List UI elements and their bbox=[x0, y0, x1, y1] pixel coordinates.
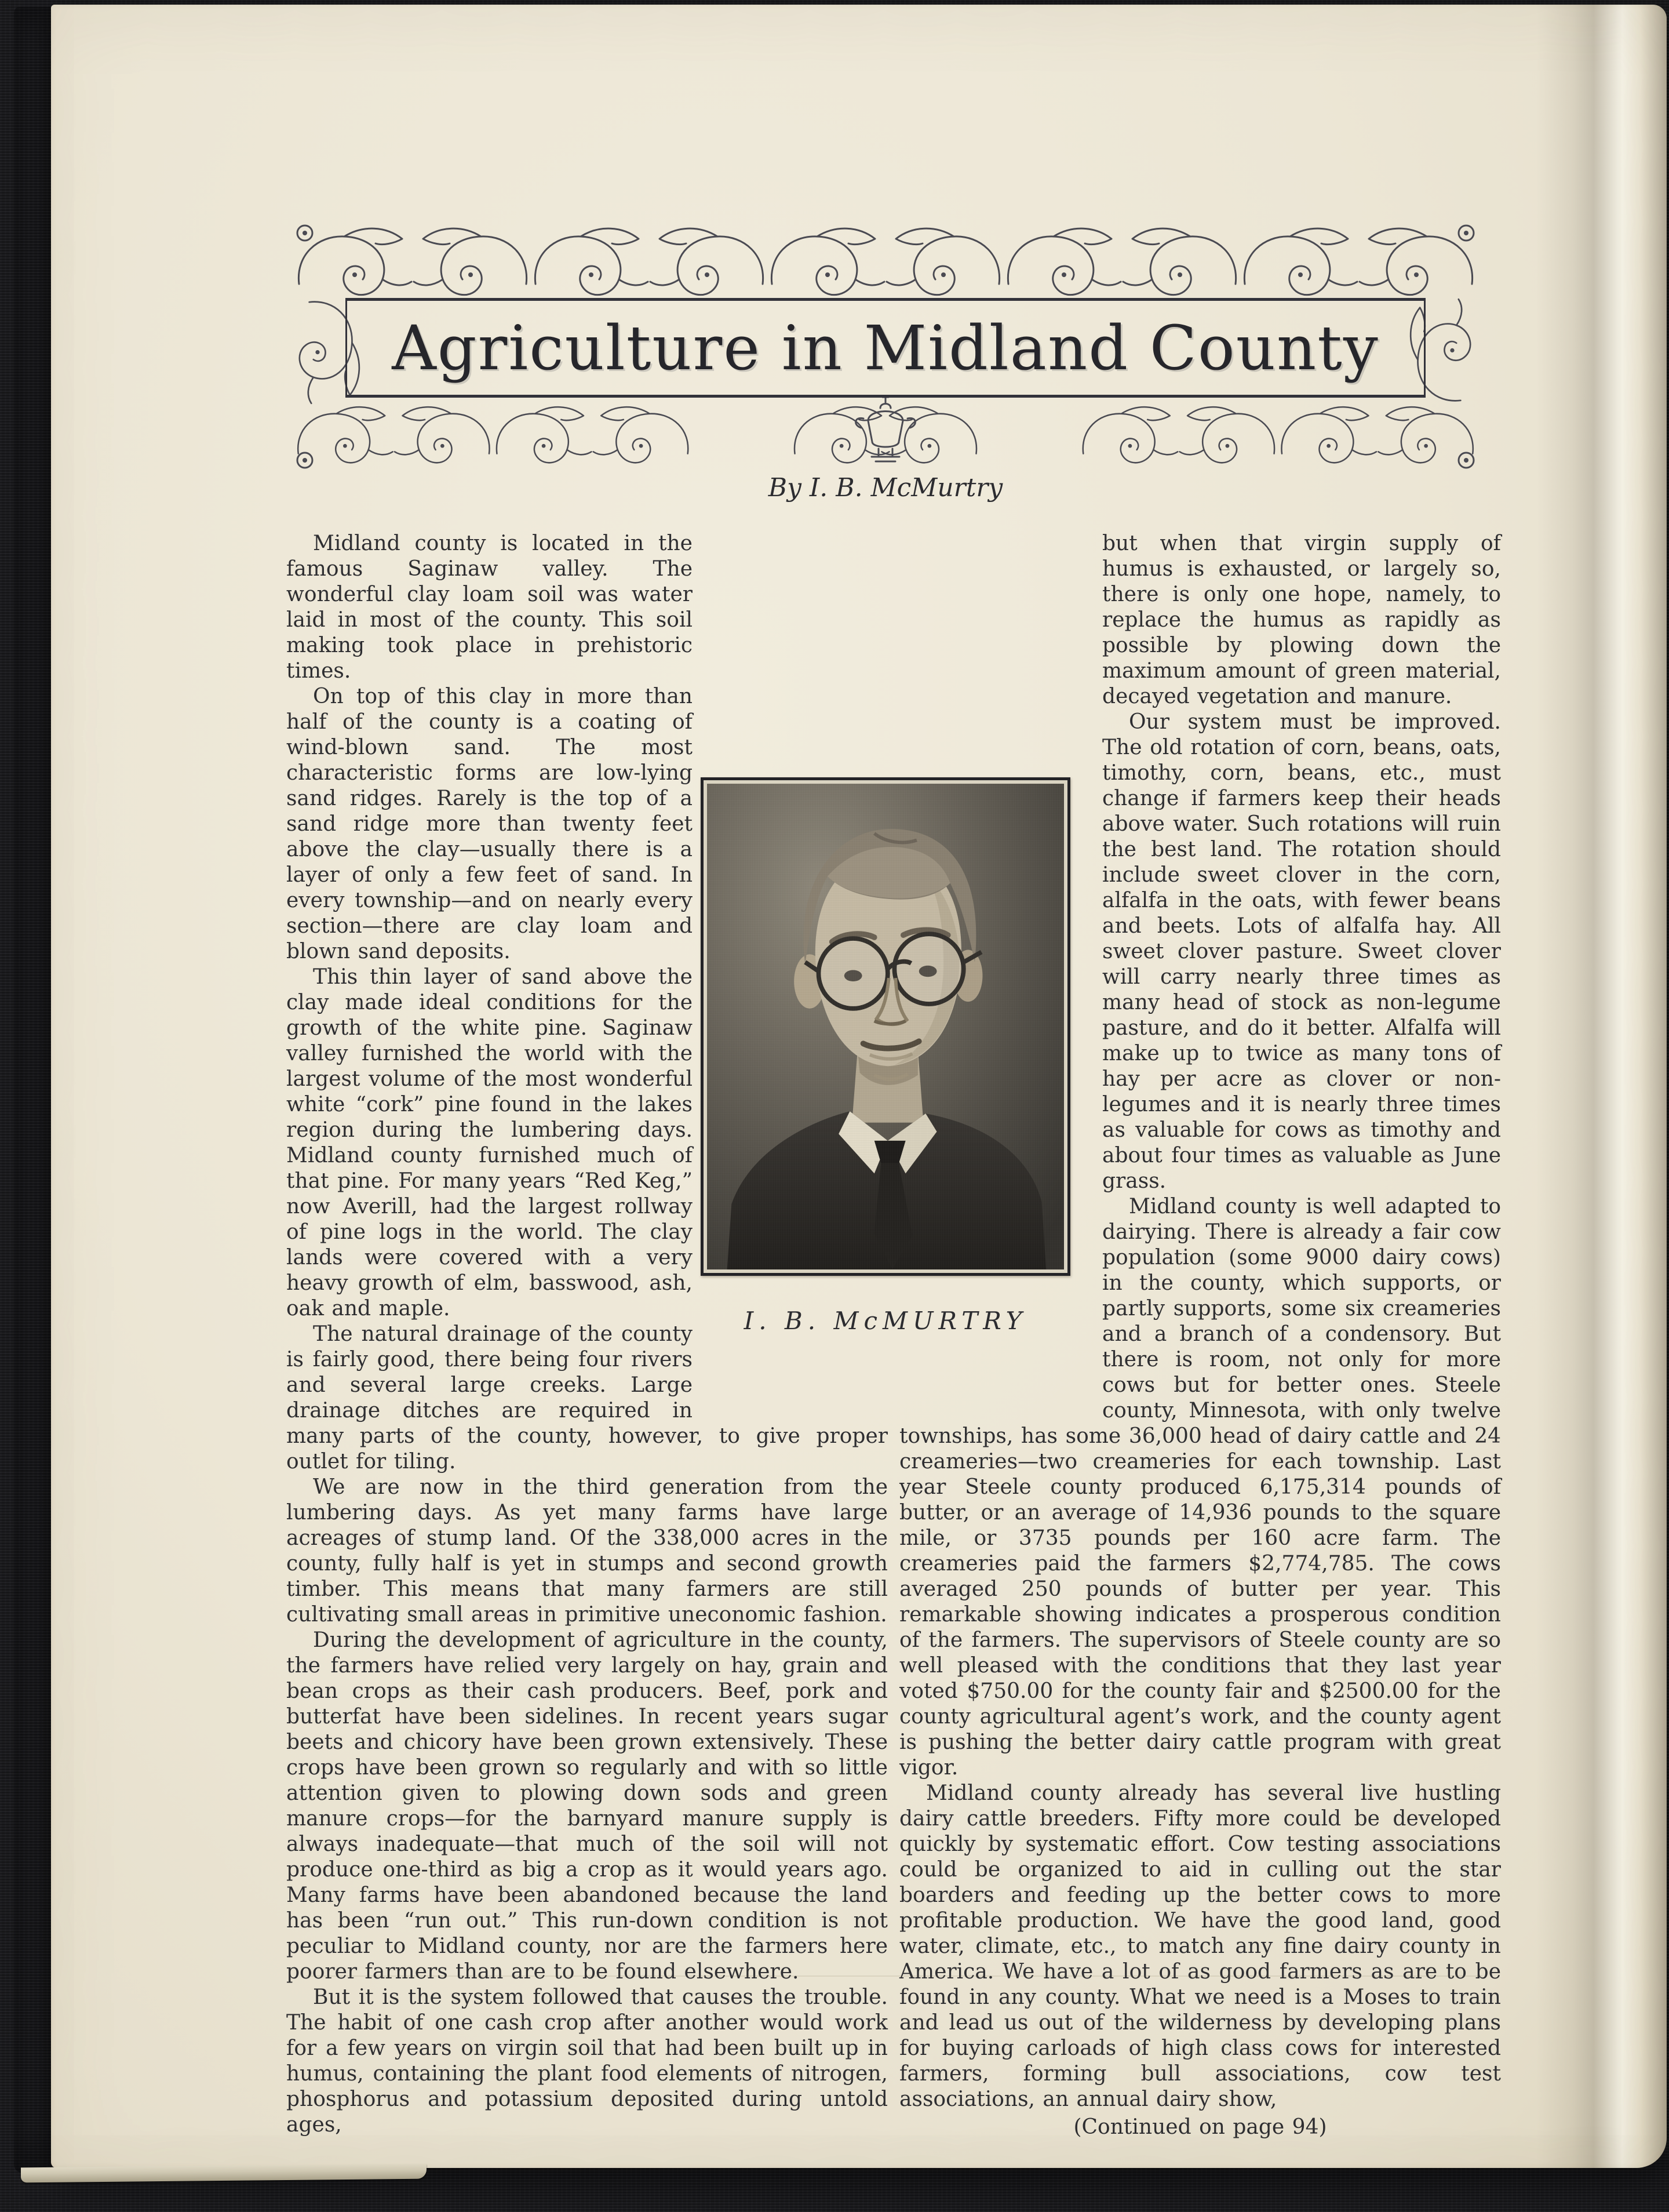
paragraph: Midland county already has several live hustling dairy cattle breeders. Fifty more could be developed quickly by systematic effort. Cow testing associations could be organized to aid in culling out the star boarders and feeding up the better cows to more profitable production. We have the good land, good water, climate, etc., to match any fine dairy county in America. We have a lot of as good farmers as are to be found in any county. What we need is a Moses to train and lead us out of the wilderness by developing plans for buying carloads of high class cows for interested farmers, forming bull associations, cow test associations, an annual dairy show, bbox=[899, 1781, 1501, 2111]
paper-crease bbox=[306, 1975, 1482, 1977]
page-bottom-edges bbox=[21, 2164, 427, 2183]
paragraph: We are now in the third generation from the lumbering days. As yet many farms have large acreages of stump land. Of the 338,000 acres in the county, fully half is yet in stumps and second growth timber. This means that many farmers are still cultivating small areas in primitive uneconomic fashion. bbox=[286, 1475, 888, 1627]
photo-caption: I. B. McMURTRY bbox=[744, 1307, 1027, 1335]
paragraph: On top of this clay in more than half of the county is a coating of wind-blown sand. The most characteristic forms are low-lying sand ridges. Rarely is the top of a sand ridge more than twenty feet above the clay—usually there is a layer of only a few feet of sand. In every township—and on nearly every section—there are clay loam and blown sand deposits. bbox=[286, 685, 693, 963]
article-column-right bbox=[899, 531, 1501, 2140]
paragraph: Midland county is located in the famous Saginaw valley. The wonderful clay loam soil was water laid in most of the county. This soil making took place in prehistoric times. bbox=[286, 532, 693, 683]
article-byline: By I. B. McMurtry bbox=[768, 473, 1003, 503]
portrait-illustration bbox=[707, 784, 1064, 1269]
paragraph: Our system must be improved. The old rotation of corn, beans, oats, timothy, corn, beans, etc., must change if farmers keep their heads above water. Such rotations will ruin the best land. The rotation should include sweet clover in the corn, alfalfa in the oats, with fewer beans and beets. Lots of alfalfa hay. All sweet clover pasture. Sweet clover will carry nearly three times as many head of stock as non-legume pasture, and do it better. Alfalfa will make up to twice as many tons of hay per acre as clover or non-legumes and it is nearly three times as valuable for cows as timothy and about four times as valuable as June grass. bbox=[1102, 710, 1501, 1193]
article-title-box bbox=[345, 298, 1426, 398]
paragraph: During the development of agriculture in the county, the farmers have relied very largely on hay, grain and bean crops as their cash producers. Beef, pork and butterfat have been sidelines. In recent years sugar beets and chicory have been grown extensively. These crops have been grown so regularly and with so little attention given to plowing down sods and green manure crops—for the barnyard manure supply is always inadequate—that much of the soil will not produce one-third as big a crop as it would years ago. Many farms have been abandoned because the land has been “run out.” This run-down condition is not peculiar to Midland county, nor are the farmers here poorer farmers than are to be found elsewhere. bbox=[286, 1628, 888, 1984]
paragraph: Midland county is well adapted to dairying. There is already a fair cow population (some 9000 dairy cows) in the county, which supports, or partly supports, some six creameries and a branch of a condensory. But there is room, not only for more cows but for better ones. Steele county, Minnesota, with only twelve townships, has some 36,000 head of dairy cattle and 24 creameries—two creameries for each township. Last year Steele county produced 6,175,314 pounds of butter, or an average of 14,936 pounds to the square mile, or 3735 pounds per 160 acre farm. The creameries paid the farmers $2,774,785. The cows averaged 250 pounds of butter per year. This remarkable showing indicates a prosperous condition of the farmers. The supervisors of Steele county are so well pleased with the conditions that they last year voted $750.00 for the county fair and $2500.00 for the county agricultural agent’s work, and the county agent is pushing the better dairy cattle program with great vigor. bbox=[899, 1195, 1501, 1780]
page-gutter-fold bbox=[1536, 5, 1667, 2168]
article-title: Agriculture in Midland County bbox=[392, 312, 1379, 384]
paragraph: but when that virgin supply of humus is exhausted, or largely so, there is only one hope, namely, to replace the humus as rapidly as possible by plowing down the maximum amount of green material, decayed vegetation and manure. bbox=[1102, 532, 1501, 708]
paragraph: But it is the system followed that causes the trouble. The habit of one cash crop after another would work for a few years on virgin soil that had been built up in humus, containing the plant food elements of nitrogen, phosphorus and potassium deposited during untold ages, bbox=[286, 1985, 888, 2137]
continued-note: (Continued on page 94) bbox=[1073, 2115, 1327, 2139]
book-spine-page-edges bbox=[14, 7, 52, 2173]
paragraph: This thin layer of sand above the clay made ideal conditions for the growth of the white pine. Saginaw valley furnished the world with the largest volume of the most wonderful white “cork” pine found in the lakes region during the lumbering days. Midland county furnished much of that pine. For many years “Red Keg,” now Averill, had the largest rollway of pine logs in the world. The clay lands were covered with a very heavy growth of elm, basswood, ash, oak and maple. bbox=[286, 965, 693, 1320]
magazine-page bbox=[51, 5, 1667, 2168]
ornamental-border bbox=[294, 224, 1477, 470]
paragraph: The natural drainage of the county is fairly good, there being four rivers and several large creeks. Large drainage ditches are required in many parts of the county, however, to give proper outlet for tiling. bbox=[286, 1322, 888, 1474]
portrait-photo bbox=[701, 777, 1070, 1276]
